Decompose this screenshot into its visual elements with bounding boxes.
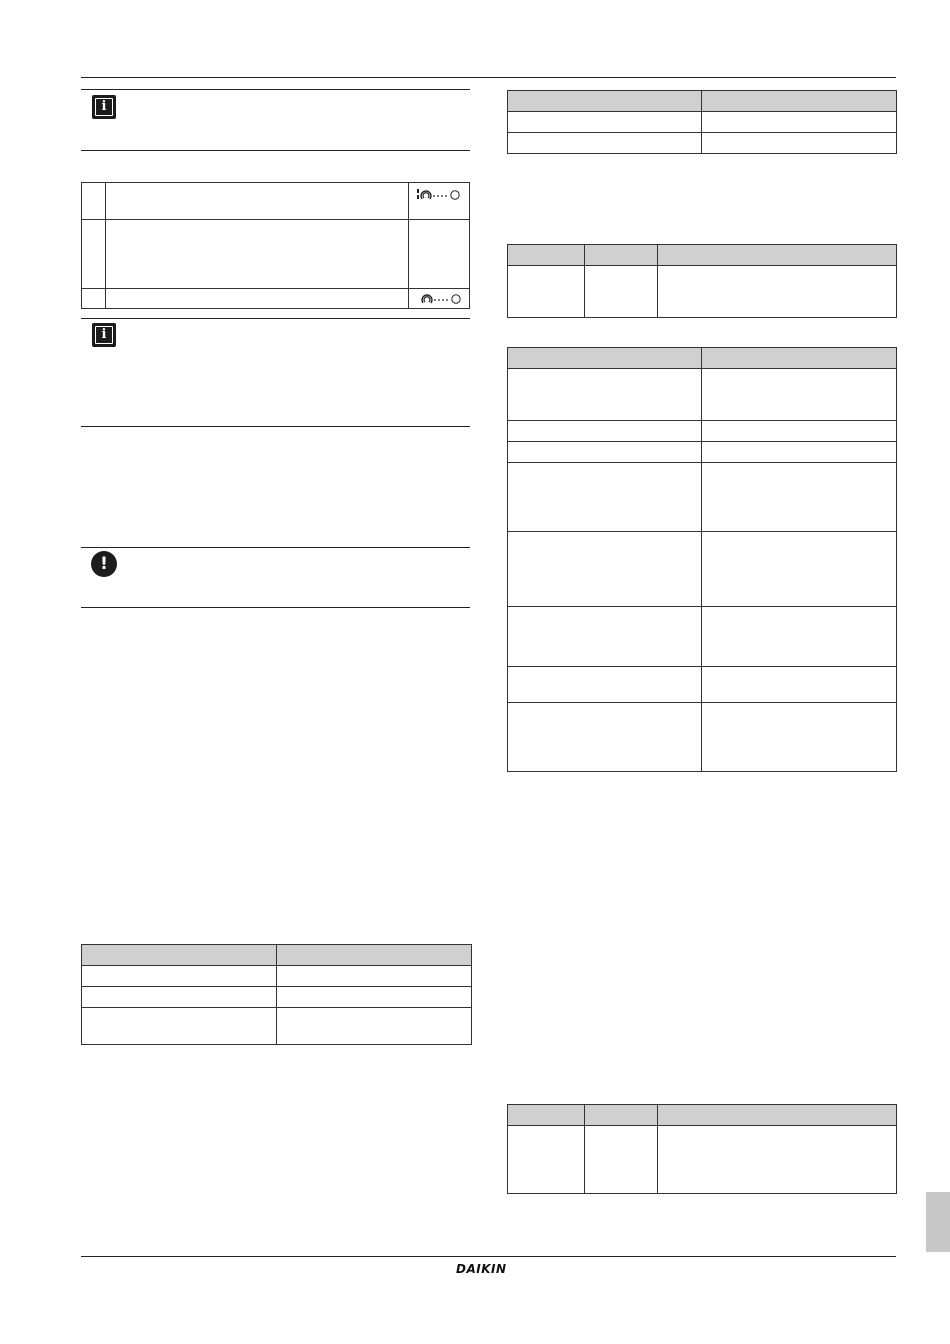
table-cell	[702, 133, 897, 154]
table-header-cell	[658, 1105, 897, 1126]
right-table-3	[507, 347, 897, 772]
section-tab-marker	[926, 1192, 950, 1252]
table-cell	[702, 421, 897, 442]
table-header-cell	[508, 1105, 585, 1126]
table-cell	[702, 703, 897, 772]
header-rule	[81, 77, 896, 78]
table-cell	[585, 266, 658, 318]
info-box-1-top-rule	[81, 89, 470, 90]
table-cell	[508, 112, 702, 133]
table-cell	[508, 607, 702, 667]
table-header-cell	[702, 91, 897, 112]
daikin-logo: DAIKIN	[456, 1262, 507, 1276]
table-cell	[82, 966, 277, 987]
footer-rule	[81, 1256, 896, 1257]
info-icon: i	[92, 323, 116, 347]
table-cell	[702, 532, 897, 607]
right-table-4	[507, 1104, 897, 1194]
table-cell	[508, 667, 702, 703]
info-box-2-bottom-rule	[81, 426, 470, 427]
table-cell	[508, 133, 702, 154]
steps-table	[81, 182, 470, 309]
table-cell	[277, 1008, 472, 1045]
table-cell	[702, 667, 897, 703]
info-icon: i	[92, 95, 116, 119]
table-header-cell	[658, 245, 897, 266]
exclamation-circle-icon: !	[91, 551, 117, 577]
table-cell	[508, 703, 702, 772]
table-header-cell	[277, 945, 472, 966]
table-cell	[508, 369, 702, 421]
warning-box-bottom-rule	[81, 607, 470, 608]
table-cell	[508, 532, 702, 607]
table-cell	[508, 463, 702, 532]
info-box-2-top-rule	[81, 318, 470, 319]
table-header-cell	[702, 348, 897, 369]
table-cell	[702, 463, 897, 532]
table-cell	[585, 1126, 658, 1194]
table-header-cell	[508, 348, 702, 369]
table-cell	[508, 421, 702, 442]
right-table-1	[507, 90, 897, 154]
table-cell	[82, 987, 277, 1008]
remote-control-icon	[420, 292, 464, 306]
table-cell	[702, 607, 897, 667]
table-header-cell	[508, 245, 585, 266]
table-cell	[702, 369, 897, 421]
right-table-2	[507, 244, 897, 318]
warning-box-top-rule	[81, 547, 470, 548]
table-cell	[658, 1126, 897, 1194]
table-cell	[508, 442, 702, 463]
table-header-cell	[585, 245, 658, 266]
table-cell	[508, 266, 585, 318]
table-cell	[702, 112, 897, 133]
table-cell	[508, 1126, 585, 1194]
table-cell	[277, 966, 472, 987]
remote-control-icon	[416, 187, 464, 203]
table-header-cell	[508, 91, 702, 112]
table-cell	[658, 266, 897, 318]
left-bottom-table	[81, 944, 472, 1045]
table-header-cell	[82, 945, 277, 966]
table-cell	[702, 442, 897, 463]
table-cell	[277, 987, 472, 1008]
table-header-cell	[585, 1105, 658, 1126]
info-box-1-bottom-rule	[81, 150, 470, 151]
table-cell	[82, 1008, 277, 1045]
